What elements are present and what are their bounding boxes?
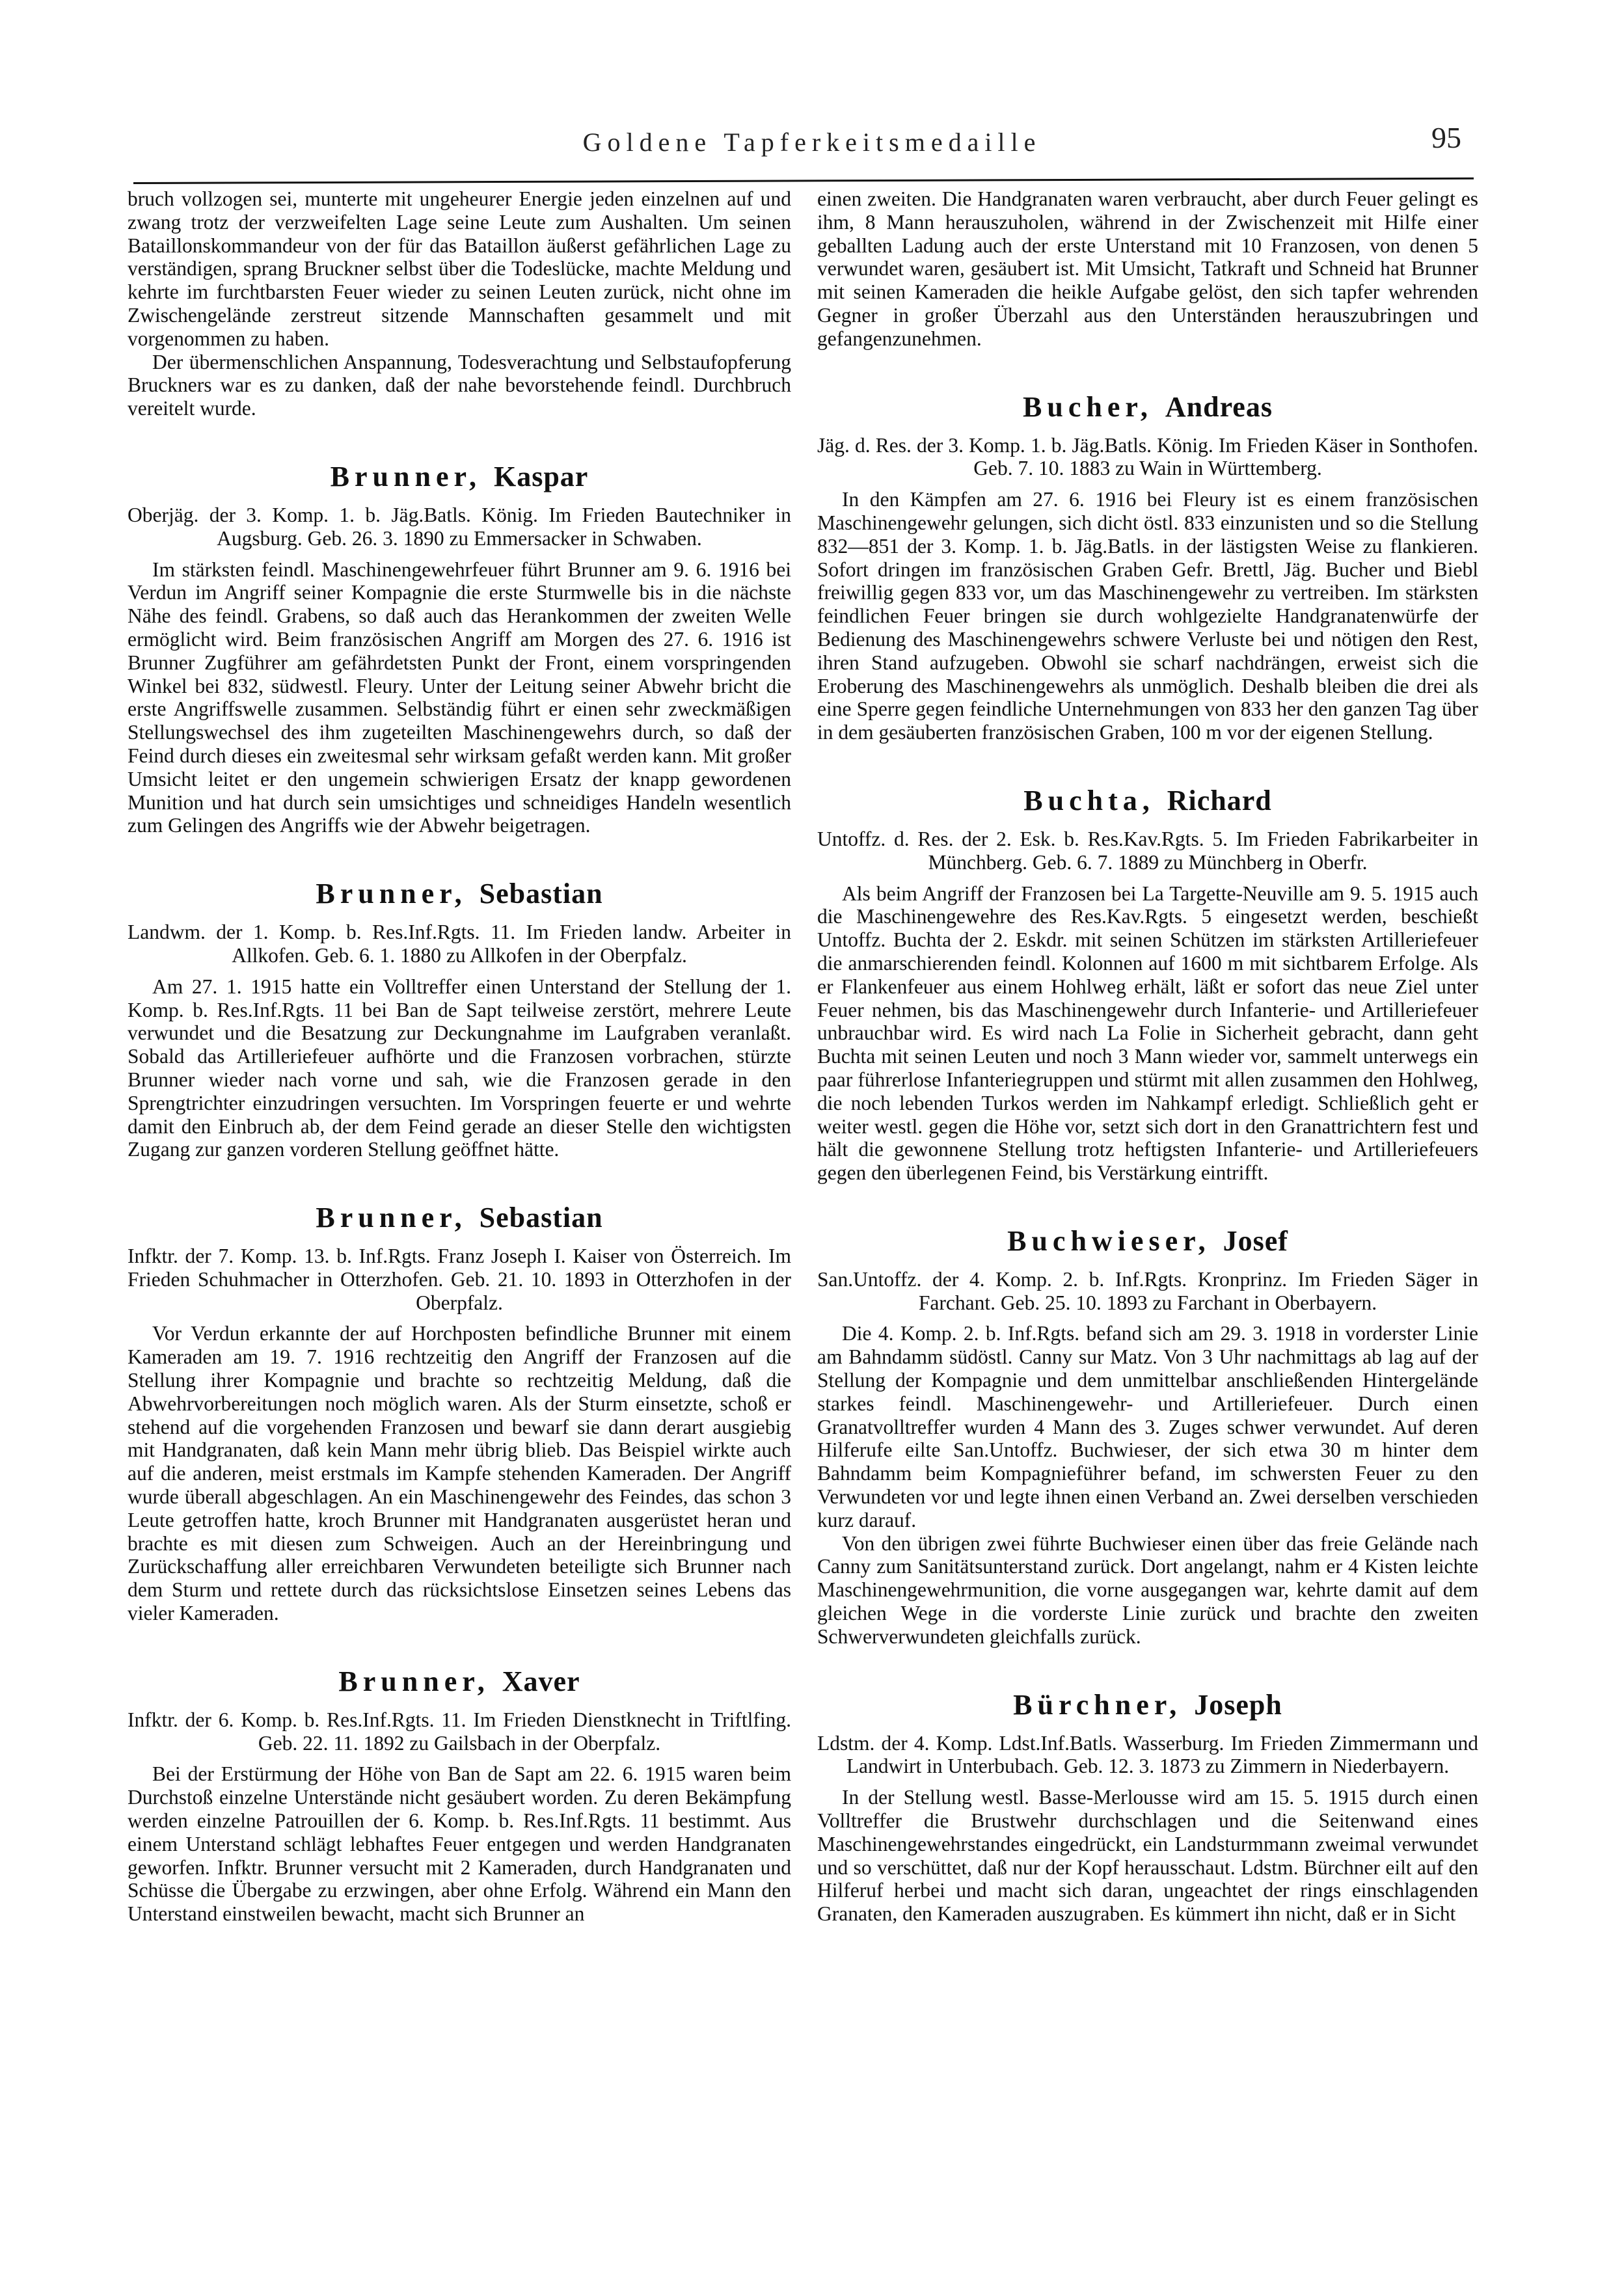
entry-title: Buchta, Richard — [1023, 784, 1272, 816]
entry-title: Bürchner, Joseph — [1013, 1688, 1282, 1721]
entry-surname: Bürchner — [1013, 1688, 1170, 1721]
continuation-paragraph: einen zweiten. Die Handgranaten waren verbraucht, aber durch Feuer gelingt es ihm, 8 Mann herauszuholen, während in der Zwischenzeit mit Hilfe einer geballten Ladung auch der erste Unterstand mit 10 Franzosen, von denen 5 verwundet waren, gesäubert ist. Mit Umsicht, Tatkraft und Schneid hat Brunner mit seinen Kameraden die heikle Aufgabe gelöst, den sich tapfer wehrenden Gegner in großer Überzahl aus den Unterständen herauszubringen und gefangenzunehmen. — [817, 187, 1478, 350]
entry-bucher-andreas — [817, 391, 1478, 744]
continuation-paragraph: Der übermenschlichen Anspannung, Todesverachtung und Selbstaufopferung Bruckners war es zu danken, daß der nahe bevorstehende feindl. Durchbruch vereitelt wurde. — [128, 350, 791, 420]
entry-given-name: Richard — [1167, 784, 1272, 816]
right-column — [817, 187, 1478, 1926]
entry-given-name: Joseph — [1194, 1688, 1282, 1721]
entry-meta: Untoffz. d. Res. der 2. Esk. b. Res.Kav.Rgts. 5. Im Frieden Fabrikarbeiter in Münchberg. Geb. 6. 7. 1889 zu Münchberg in Oberfr. — [817, 827, 1478, 874]
entry-paragraph: In der Stellung westl. Basse-Merlousse wird am 15. 5. 1915 durch einen Volltreffer die Brustwehr durchschlagen und die Seitenwand eines Maschinengewehrstandes eingedrückt, ein Landsturmmann zweimal verwundet und so verschüttet, daß nur der Kopf herausschaut. Ldstm. Bürchner eilt auf den Hilferuf herbei und macht sich daran, ungeachtet der rings einschlagenden Granaten, den Kameraden auszugraben. Es kümmert ihn nicht, daß er in Sicht — [817, 1786, 1478, 1926]
entry-paragraph: Die 4. Komp. 2. b. Inf.Rgts. befand sich am 29. 3. 1918 in vorderster Linie am Bahndamm südöstl. Canny sur Matz. Von 3 Uhr nachmittags ab lag auf der Stellung der Kompagnie und dem unmittelbar anschließenden Hintergelände starkes feindl. Maschinengewehr- und Artilleriefeuer. Durch einen Granatvolltreffer wurden 4 Mann des 3. Zuges schwer verwundet. Auf deren Hilferufe eilte San.Untoffz. Buchwieser, der sich etwa 30 m hinter dem Bahndamm beim Kompagnieführer befand, im schwersten Feuer zu den Verwundeten vor und legte ihnen einen Verband an. Zwei derselben verschieden kurz darauf. — [817, 1322, 1478, 1531]
entry-paragraph: In den Kämpfen am 27. 6. 1916 bei Fleury ist es einem französischen Maschinengewehr gelungen, sich dicht östl. 833 einzunisten und so die Stellung 832—851 der 3. Komp. 1. b. Jäg.Batls. in der lästigsten Weise zu flankieren. Sofort dringen im französischen Graben Gefr. Brettl, Jäg. Bucher und Biebl freiwillig gegen 833 vor, um das Maschinengewehr zu vertreiben. Im stärksten feindlichen Feuer bringen sie durch wohlgezielte Handgranatenwürfe der Bedienung des Maschinengewehrs schwere Verluste bei und nötigen den Rest, ihren Stand aufzugeben. Obwohl sie scharf nachdrängen, erweist sich die Eroberung des Maschinengewehrs als unmöglich. Deshalb bleiben die drei als eine Sperre gegen feindliche Unternehmungen von 833 her den ganzen Tag über in dem gesäuberten französischen Graben, 100 m vor der eigenen Stellung. — [817, 488, 1478, 744]
entry-meta: Infktr. der 7. Komp. 13. b. Inf.Rgts. Franz Joseph I. Kaiser von Österreich. Im Frieden Schuhmacher in Otterzhofen. Geb. 21. 10. 1893 in Otterzhofen in der Oberpfalz. — [128, 1245, 791, 1314]
entry-given-name: Josef — [1223, 1224, 1288, 1257]
entry-brunner-sebastian-1 — [128, 878, 791, 1161]
entry-given-name: Sebastian — [479, 878, 603, 910]
entry-given-name: Kaspar — [493, 460, 589, 492]
entry-meta: Jäg. d. Res. der 3. Komp. 1. b. Jäg.Batls. König. Im Frieden Käser in Sonthofen. Geb. 7. 10. 1883 zu Wain in Württemberg. — [817, 433, 1478, 480]
entry-surname: Brunner — [330, 460, 469, 492]
entry-surname: Buchta — [1023, 784, 1143, 816]
entry-given-name: Andreas — [1165, 390, 1273, 423]
entry-brunner-sebastian-2 — [128, 1202, 791, 1625]
entry-title: Brunner, Kaspar — [330, 460, 589, 492]
entry-surname: Brunner — [338, 1665, 478, 1697]
entry-brunner-xaver — [128, 1665, 791, 1926]
entry-meta: Infktr. der 6. Komp. b. Res.Inf.Rgts. 11. Im Frieden Dienstknecht in Triftlfing. Geb. 22. 11. 1892 zu Gailsbach in der Oberpfalz. — [128, 1708, 791, 1755]
entry-paragraph: Am 27. 1. 1915 hatte ein Volltreffer einen Unterstand der Stellung der 1. Komp. b. Res.Inf.Rgts. 11 bei Ban de Sapt teilweise zerstört, mehrere Leute verwundet und die Besatzung zur Deckungnahme im Laufgraben veranlaßt. Sobald das Artilleriefeuer aufhörte und die Franzosen vorbrachen, stürzte Brunner wieder nach vorne und sah, wie die Franzosen gerade in den Sprengtrichter einzudringen versuchten. Im Vorspringen feuerte er und wehrte damit den Einbruch ab, der dem Feind gerade an dieser Stelle den wichtigsten Zugang zur ganzen vorderen Stellung geöffnet hätte. — [128, 975, 791, 1161]
entry-paragraph: Vor Verdun erkannte der auf Horchposten befindliche Brunner mit einem Kameraden am 19. 7. 1916 rechtzeitig den Angriff der Franzosen auf die Stellung ihrer Kompagnie und brachte so rechtzeitig Meldung, daß die Abwehrvorbereitungen noch möglich waren. Als der Sturm einsetzte, schoß er stehend auf die vorgehenden Franzosen und bewarf sie dann derart ausgiebig mit Handgranaten, daß kein Mann mehr übrig blieb. Das Beispiel wirkte auch auf die anderen, meist erstmals im Kampfe stehenden Kameraden. Der Angriff wurde überall abgeschlagen. An ein Maschinengewehr des Feindes, das schon 3 Leute getroffen hatte, kroch Brunner mit Handgranaten ausgerüstet heran und brachte es mit diesen zum Schweigen. Auch an der Hereinbringung und Zurückschaffung aller erreichbaren Verwundeten beteiligte sich Brunner nach dem Sturm und rettete durch das rücksichtslose Einsetzen seines Lebens das vieler Kameraden. — [128, 1322, 791, 1625]
entry-given-name: Xaver — [502, 1665, 580, 1697]
entry-meta: Landwm. der 1. Komp. b. Res.Inf.Rgts. 11. Im Frieden landw. Arbeiter in Allkofen. Geb. 6. 1. 1880 zu Allkofen in der Oberpfalz. — [128, 921, 791, 967]
entry-paragraph: Als beim Angriff der Franzosen bei La Targette-Neuville am 9. 5. 1915 auch die Maschinengewehre des Res.Kav.Rgts. 5 eingesetzt werden, beschießt Untoffz. Buchta der 2. Eskdr. mit seinen Schützen im stärksten Artilleriefeuer die anmarschierenden feindl. Kolonnen auf 1600 m mit sichtbarem Erfolge. Als er Flankenfeuer aus einem Hohlweg erhält, läßt er sofort das neue Ziel unter Feuer nehmen, bis das Maschinengewehr durch Infanterie- und Artilleriefeuer unbrauchbar wird. Es wird nach La Folie in Sicherheit gebracht, dann geht Buchta mit seinen Leuten und noch 3 Mann wieder vor, sammelt unterwegs ein paar führerlose Infanteriegruppen und stürmt mit allen zusammen den Hohlweg, die noch lebenden Turkos werden im Nahkampf erledigt. Schließlich geht er weiter westl. gegen die Höhe vor, setzt sich dort in den Granattrichtern fest und hält die gewonnene Stellung trotz heftigsten Infanterie- und Artilleriefeuers gegen den überlegenen Feind, bis Verstärkung eintrifft. — [817, 882, 1478, 1185]
entry-title: Brunner, Sebastian — [316, 1202, 603, 1234]
entry-paragraph: Bei der Erstürmung der Höhe von Ban de Sapt am 22. 6. 1915 waren beim Durchstoß einzelne Unterstände nicht gesäubert worden. Zu deren Bekämpfung werden einzelne Patrouillen der 6. Komp. b. Res.Inf.Rgts. 11 bestimmt. Aus einem Unterstand schlägt lebhaftes Feuer entgegen und werden Handgranaten geworfen. Infktr. Brunner versucht mit 2 Kameraden, durch Handgranaten und Schüsse die Übergabe zu erzwingen, aber ohne Erfolg. Während ein Mann den Unterstand einstweilen bewacht, macht sich Brunner an — [128, 1762, 791, 1926]
entry-meta: San.Untoffz. der 4. Komp. 2. b. Inf.Rgts. Kronprinz. Im Frieden Säger in Farchant. Geb. 25. 10. 1893 zu Farchant in Oberbayern. — [817, 1267, 1478, 1314]
entry-surname: Brunner — [316, 1202, 455, 1234]
page-number: 95 — [1431, 121, 1461, 154]
entry-title: Brunner, Xaver — [338, 1665, 580, 1697]
entry-buchta-richard — [817, 785, 1478, 1185]
entry-surname: Brunner — [316, 878, 455, 910]
entry-paragraph: Im stärksten feindl. Maschinengewehrfeuer führt Brunner am 9. 6. 1916 bei Verdun im Angriff seiner Kompagnie die erste Sturmwelle bis in die nächste Nähe des feindl. Grabens, so daß auch das Herankommen der zweiten Welle ermöglicht wird. Beim französischen Angriff am Morgen des 27. 6. 1916 ist Brunner Zugführer am gefährdetsten Punkt der Front, einem vorspringenden Winkel bei 832, südwestl. Fleury. Unter der Leitung seiner Abwehr bricht die erste Angriffswelle zusammen. Selbständig führt er einen sehr zweckmäßigen Stellungswechsel des ihm zugeteilten Maschinengewehrs durch, so daß der Feind durch dieses ein zweitesmal sehr wirksam gefaßt werden kann. Mit großer Umsicht leitet er den ungemein schwierigen Ersatz der knapp gewordenen Munition und hat durch sein umsichtiges und schneidiges Handeln wesentlich zum Gelingen des Angriffs wie der Abwehr beigetragen. — [128, 558, 791, 837]
entry-title: Brunner, Sebastian — [316, 878, 603, 910]
entry-surname: Buchwieser — [1007, 1224, 1198, 1257]
header-rule — [133, 178, 1474, 184]
running-title: Goldene Tapferkeitsmedaille — [582, 128, 1042, 157]
entry-meta: Oberjäg. der 3. Komp. 1. b. Jäg.Batls. König. Im Frieden Bautechniker in Augsburg. Geb. 26. 3. 1890 zu Emmersacker in Schwaben. — [128, 503, 791, 550]
entry-buchwieser-josef — [817, 1225, 1478, 1649]
entry-buerchner-joseph — [817, 1689, 1478, 1926]
entry-brunner-kaspar — [128, 461, 791, 837]
entry-title: Buchwieser, Josef — [1007, 1224, 1288, 1257]
entry-given-name: Sebastian — [479, 1202, 603, 1234]
running-header — [0, 120, 1624, 172]
entry-paragraph: Von den übrigen zwei führte Buchwieser einen über das freie Gelände nach Canny zum Sanitätsunterstand zurück. Dort angelangt, nahm er 4 Kisten leichte Maschinengewehrmunition, die vorne ausgegangen war, kehrte damit auf dem gleichen Wege in die vorderste Linie zurück und brachte den zweiten Schwerverwundeten gleichfalls zurück. — [817, 1531, 1478, 1648]
continuation-paragraph: bruch vollzogen sei, munterte mit ungeheurer Energie jeden einzelnen auf und zwang trotz der verzweifelten Lage seine Leute zum Aushalten. Um seinen Bataillonskommandeur von der für das Bataillon äußerst gefährlichen Lage zu verständigen, sprang Bruckner selbst über die Todeslücke, machte Meldung und kehrte im furchtbarsten Feuer wieder zu seinen Leuten zurück, nicht ohne im Zwischengelände zerstreut sitzende Mannschaften gesammelt und mit vorgenommen zu haben. — [128, 187, 791, 350]
left-column — [128, 187, 791, 1926]
entry-surname: Bucher — [1023, 390, 1141, 423]
entry-meta: Ldstm. der 4. Komp. Ldst.Inf.Batls. Wasserburg. Im Frieden Zimmermann und Landwirt in Unterbubach. Geb. 12. 3. 1873 zu Zimmern in Niederbayern. — [817, 1731, 1478, 1778]
entry-title: Bucher, Andreas — [1023, 390, 1273, 423]
